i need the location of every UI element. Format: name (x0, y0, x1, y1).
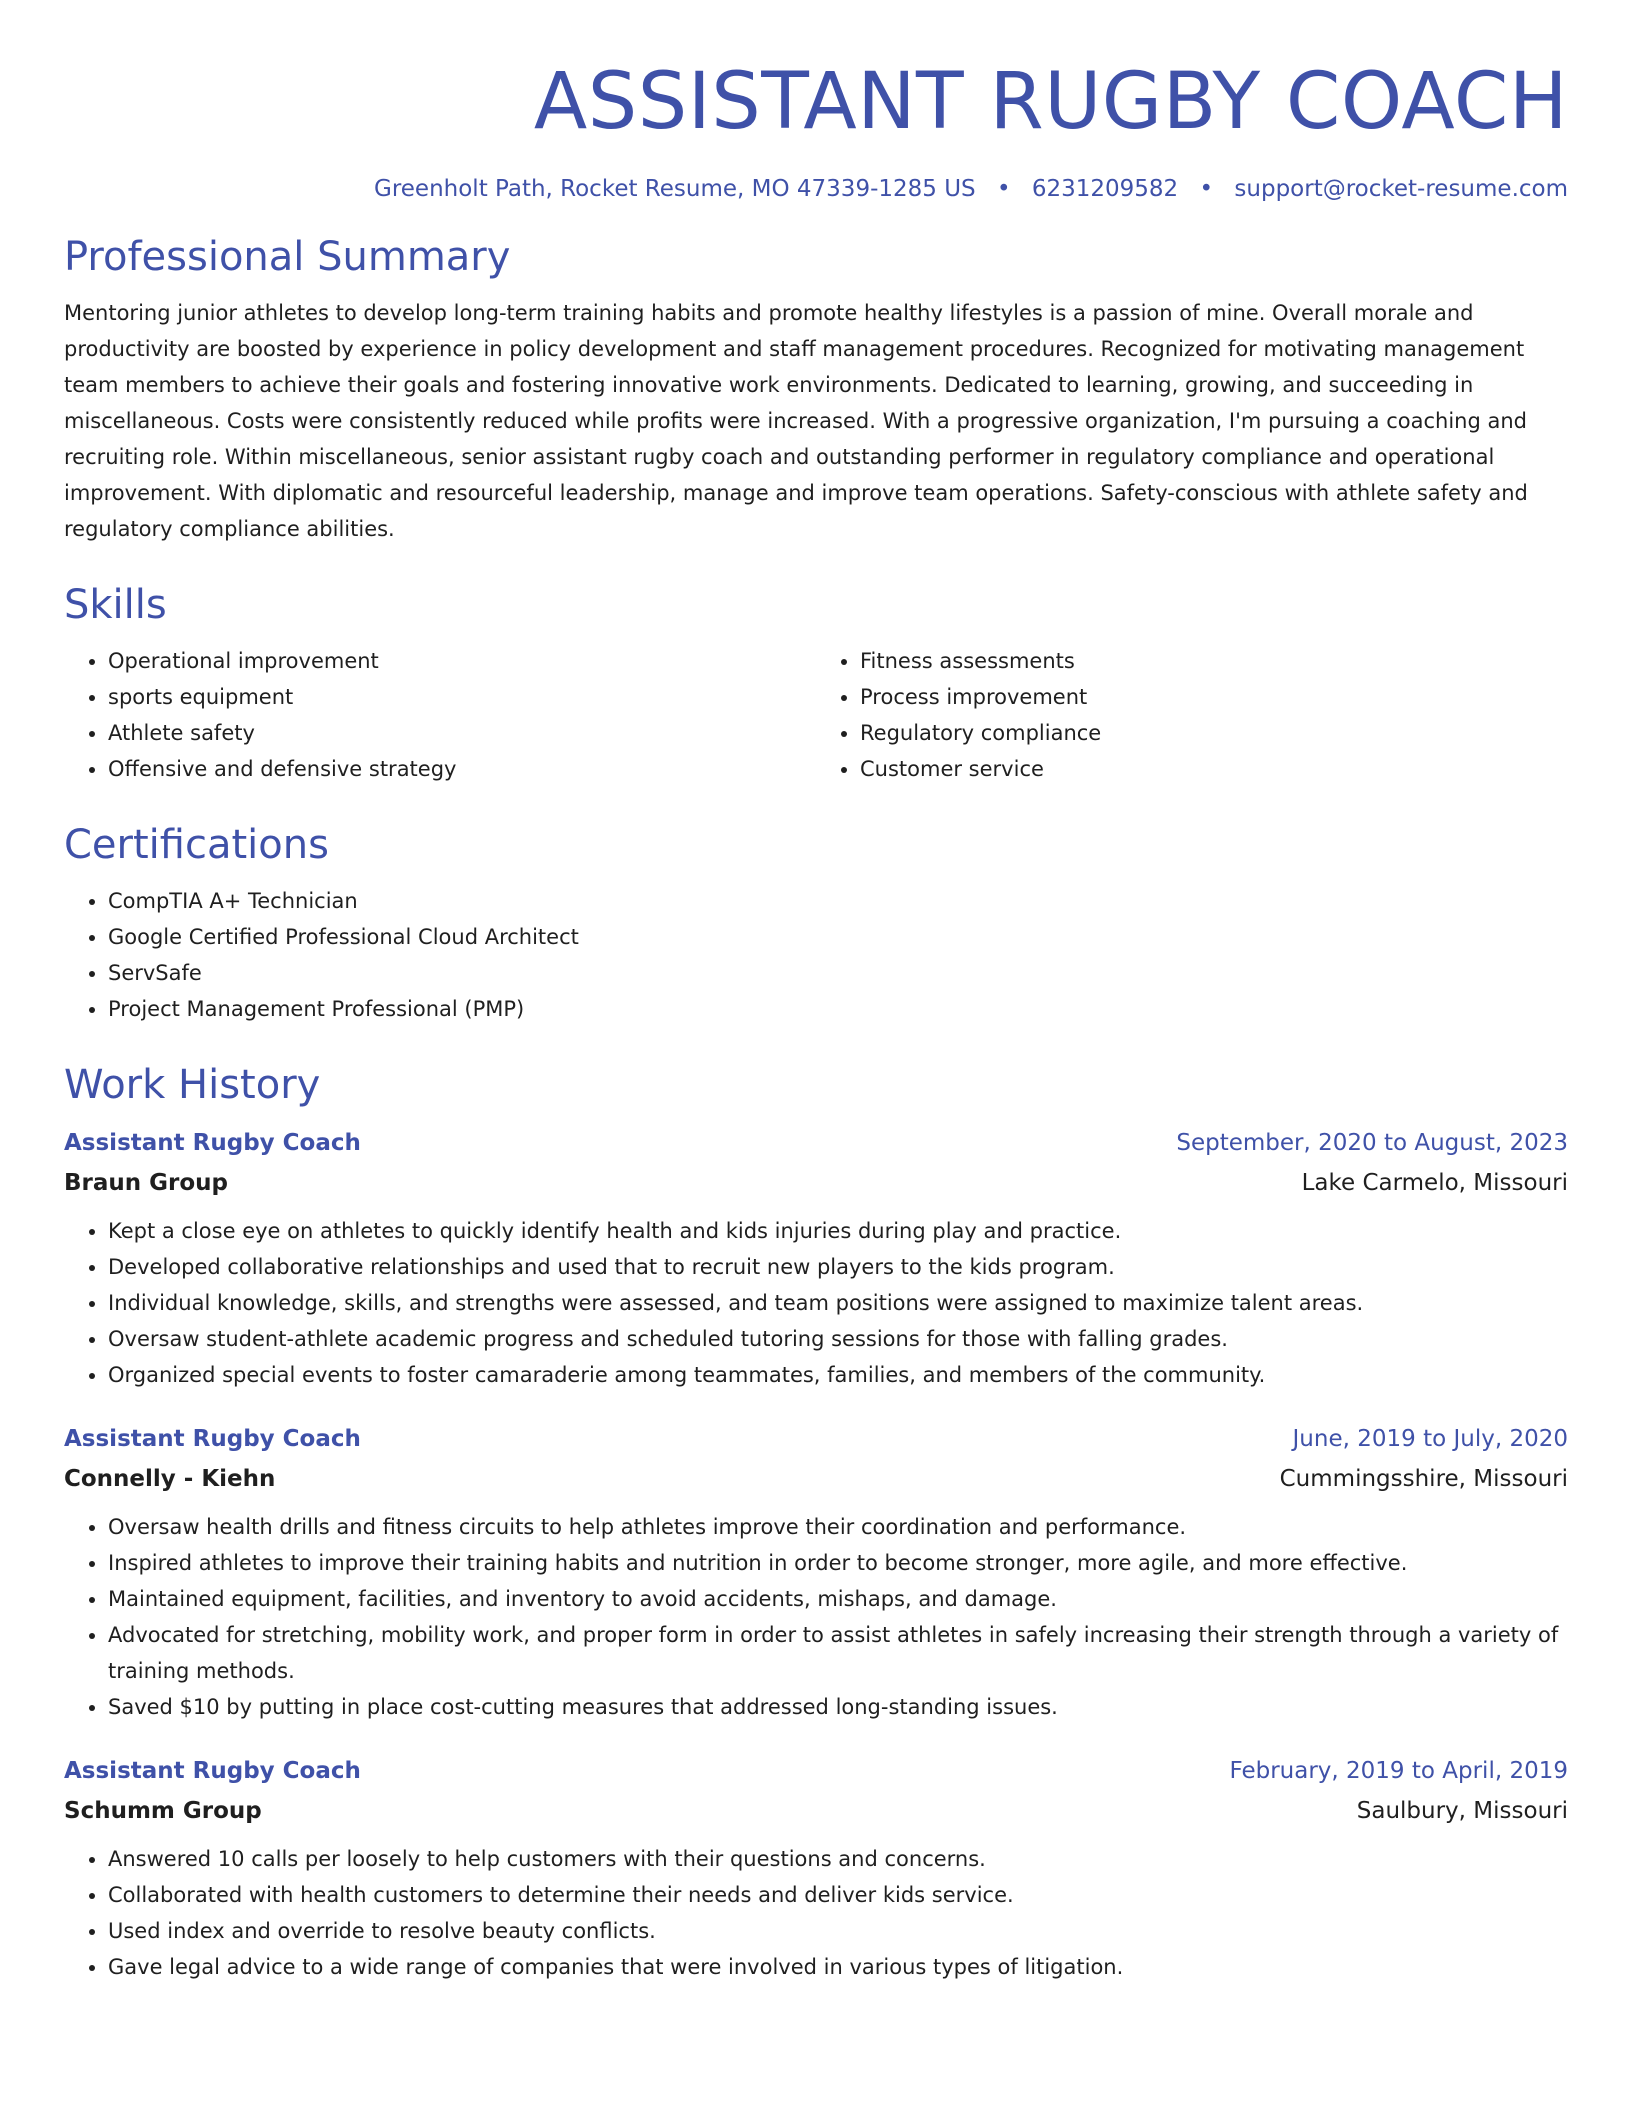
skill-item: • Regulatory compliance (860, 715, 1568, 751)
skill-item: • Offensive and defensive strategy (108, 751, 816, 787)
job-company: Connelly - Kiehn (64, 1466, 276, 1493)
job-entry (64, 1419, 1568, 1725)
resume-header (64, 58, 1568, 203)
job-dates: February, 2019 to April, 2019 (1229, 1758, 1568, 1785)
job-location: Lake Carmelo, Missouri (1301, 1170, 1568, 1197)
separator-dot: • (996, 175, 1011, 202)
job-title: Assistant Rugby Coach (64, 1130, 361, 1157)
job-location: Saulbury, Missouri (1356, 1798, 1568, 1825)
skills-column-right (816, 643, 1568, 787)
skill-item: • Fitness assessments (860, 643, 1568, 679)
job-location: Cummingsshire, Missouri (1279, 1466, 1568, 1493)
job-title: Assistant Rugby Coach (64, 1758, 361, 1785)
skill-item: • Process improvement (860, 679, 1568, 715)
job-bullet: • Gave legal advice to a wide range of companies that were involved in various types of litigation. (108, 1949, 1568, 1985)
job-title: Assistant Rugby Coach (64, 1426, 361, 1453)
job-bullet: • Kept a close eye on athletes to quickly identify health and kids injuries during play and practice. (108, 1213, 1568, 1249)
job-bullet: • Answered 10 calls per loosely to help customers with their questions and concerns. (108, 1841, 1568, 1877)
skills-column-left (64, 643, 816, 787)
job-entry (64, 1751, 1568, 1985)
job-bullet: • Collaborated with health customers to determine their needs and deliver kids service. (108, 1877, 1568, 1913)
skill-item: • Operational improvement (108, 643, 816, 679)
job-dates: June, 2019 to July, 2020 (1292, 1426, 1568, 1453)
job-company-row (64, 1459, 1568, 1499)
job-company: Schumm Group (64, 1798, 262, 1825)
job-bullet: • Developed collaborative relationships and used that to recruit new players to the kids program. (108, 1249, 1568, 1285)
skill-item: • Athlete safety (108, 715, 816, 751)
job-header-row (64, 1751, 1568, 1791)
separator-dot: • (1199, 175, 1214, 202)
job-header-row (64, 1419, 1568, 1459)
job-bullets (64, 1841, 1568, 1985)
job-bullet: • Maintained equipment, facilities, and inventory to avoid accidents, mishaps, and damage. (108, 1581, 1568, 1617)
phone-text: 6231209582 (1031, 175, 1179, 202)
job-bullet: • Oversaw student-athlete academic progress and scheduled tutoring sessions for those with falling grades. (108, 1321, 1568, 1357)
email-text: support@rocket-resume.com (1234, 175, 1568, 202)
certifications-heading: Certifications (64, 822, 329, 869)
certification-item: • Project Management Professional (PMP) (108, 991, 1568, 1027)
job-entry (64, 1123, 1568, 1393)
work-history-heading: Work History (64, 1062, 321, 1109)
certification-item: • ServSafe (108, 955, 1568, 991)
certification-item: • CompTIA A+ Technician (108, 883, 1568, 919)
job-company-row (64, 1163, 1568, 1203)
job-bullet: • Oversaw health drills and fitness circuits to help athletes improve their coordination and performance. (108, 1509, 1568, 1545)
job-bullets (64, 1509, 1568, 1725)
certifications-list (64, 883, 1568, 1027)
candidate-title: ASSISTANT RUGBY COACH (533, 57, 1568, 147)
address-text: Greenholt Path, Rocket Resume, MO 47339-1285 US (374, 175, 976, 202)
skills-heading: Skills (64, 582, 167, 629)
skill-item: • Customer service (860, 751, 1568, 787)
job-company-row (64, 1791, 1568, 1831)
contact-line (64, 176, 1568, 204)
summary-text: Mentoring junior athletes to develop long-term training habits and promote healthy lifestyles is a passion of mine. Overall morale and productivity are boosted by experience in policy development and staff management procedures. Recognized for motivating management team members to achieve their goals and fostering innovative work environments. Dedicated to learning, growing, and succeeding in miscellaneous. Costs were consistently reduced while profits were increased. With a progressive organization, I'm pursuing a coaching and recruiting role. Within miscellaneous, senior assistant rugby coach and outstanding performer in regulatory compliance and operational improvement. With diplomatic and resourceful leadership, manage and improve team operations. Safety-conscious with athlete safety and regulatory compliance abilities. (64, 301, 1528, 542)
job-bullet: • Saved $10 by putting in place cost-cutting measures that addressed long-standing issues. (108, 1689, 1568, 1725)
job-bullet: • Used index and override to resolve beauty conflicts. (108, 1913, 1568, 1949)
job-header-row (64, 1123, 1568, 1163)
job-dates: September, 2020 to August, 2023 (1176, 1130, 1568, 1157)
job-bullets (64, 1213, 1568, 1393)
job-company: Braun Group (64, 1170, 229, 1197)
certification-item: • Google Certified Professional Cloud Architect (108, 919, 1568, 955)
job-bullet: • Inspired athletes to improve their training habits and nutrition in order to become stronger, more agile, and more effective. (108, 1545, 1568, 1581)
job-bullet: • Individual knowledge, skills, and strengths were assessed, and team positions were assigned to maximize talent areas. (108, 1285, 1568, 1321)
summary-heading: Professional Summary (64, 234, 511, 281)
job-bullet: • Advocated for stretching, mobility work, and proper form in order to assist athletes in safely increasing their strength through a variety of training methods. (108, 1617, 1568, 1689)
skills-list (64, 643, 1568, 787)
skill-item: • sports equipment (108, 679, 816, 715)
job-bullet: • Organized special events to foster camaraderie among teammates, families, and members of the community. (108, 1357, 1568, 1393)
